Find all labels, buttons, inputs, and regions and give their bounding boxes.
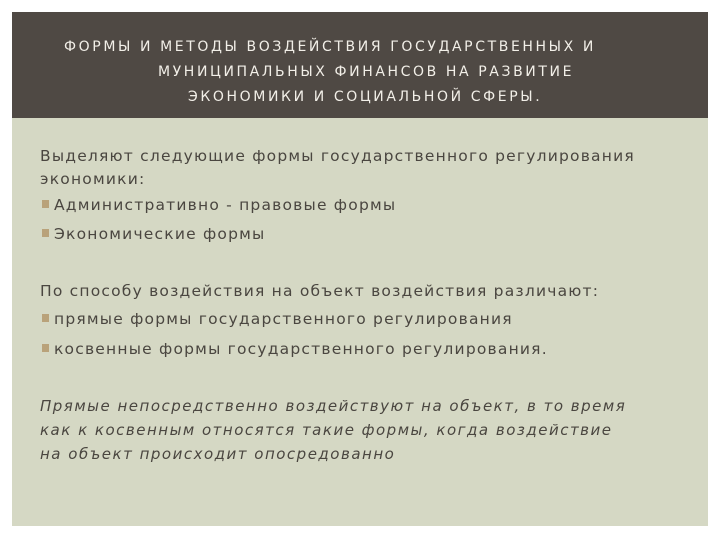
intro-line-2: экономики: [40, 170, 146, 188]
bullet-item [42, 340, 548, 358]
bullet-marker-icon [42, 200, 49, 208]
bullet-item [42, 310, 513, 328]
note-line-3: на объект происходит опосредованно [40, 445, 396, 463]
bullet-item [42, 196, 396, 214]
note-line-1: Прямые непосредственно воздействуют на объект, в то время [40, 397, 627, 415]
bullet-marker-icon [42, 314, 49, 322]
bullet-marker-icon [42, 229, 49, 237]
slide [12, 12, 708, 526]
slide-title-line-2: МУНИЦИПАЛЬНЫХ ФИНАНСОВ НА РАЗВИТИЕ [158, 64, 575, 80]
slide-title-line-1: ФОРМЫ И МЕТОДЫ ВОЗДЕЙСТВИЯ ГОСУДАРСТВЕННЫХ И [64, 39, 596, 55]
bullet-label: Экономические формы [54, 225, 266, 243]
intro-line-1: Выделяют следующие формы государственного регулирования [40, 147, 635, 165]
method-intro: По способу воздействия на объект воздействия различают: [40, 282, 600, 300]
bullet-label: прямые формы государственного регулирования [54, 310, 513, 328]
bullet-item [42, 225, 265, 243]
note-line-2: как к косвенным относятся такие формы, когда воздействие [40, 421, 613, 439]
title-bar [12, 12, 708, 118]
slide-title-line-3: ЭКОНОМИКИ И СОЦИАЛЬНОЙ СФЕРЫ. [188, 89, 543, 105]
bullet-label: Административно - правовые формы [54, 196, 397, 214]
bullet-marker-icon [42, 344, 49, 352]
bullet-label: косвенные формы государственного регулирования. [54, 340, 548, 358]
